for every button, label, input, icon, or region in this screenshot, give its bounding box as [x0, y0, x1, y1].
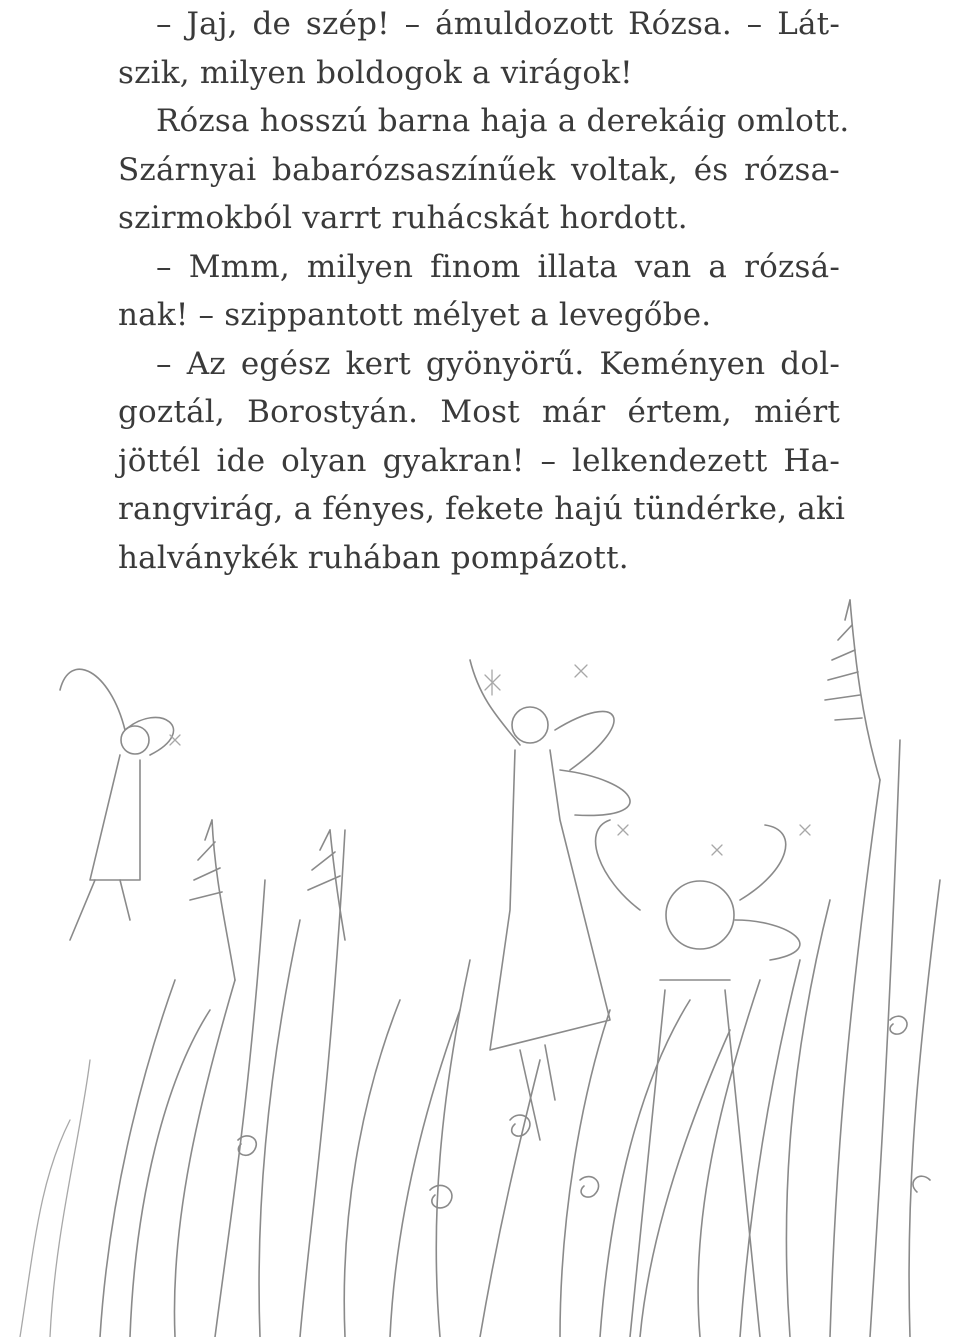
text-line: – Jaj, de szép! – ámuldozott Rózsa. – Lát- [156, 6, 840, 42]
grass-seed-heads [190, 600, 880, 980]
story-text [118, 0, 850, 582]
text-line: nak! – szippantott mélyet a levegőbe. [118, 297, 712, 333]
text-line: szik, milyen boldogok a virágok! [118, 54, 633, 91]
text-line: Szárnyai babarózsaszínűek voltak, és rózsa- [118, 151, 840, 188]
fairies-garden-illustration [0, 580, 960, 1337]
text-line: Rózsa hosszú barna haja a derekáig omlott. [156, 103, 850, 139]
text-line: szirmokból varrt ruhácskát hordott. [118, 200, 688, 236]
sparkle-stars [170, 665, 810, 855]
grass-blades [20, 740, 940, 1337]
fairy-right [596, 820, 800, 1337]
text-line: goztál, Borostyán. Most már értem, miért [118, 394, 840, 430]
swirl-decorations [238, 1016, 930, 1208]
text-line: rangvirág, a fényes, fekete hajú tündérke, aki [118, 491, 846, 527]
text-line: – Az egész kert gyönyörű. Keményen dol- [156, 345, 840, 382]
fairy-left [60, 669, 174, 940]
text-line: – Mmm, milyen finom illata van a rózsá- [156, 248, 840, 285]
fairy-middle [470, 660, 630, 1140]
text-line: halványkék ruhában pompázott. [118, 539, 629, 576]
fairies-garden-sketch-icon [0, 580, 960, 1337]
text-line: jöttél ide olyan gyakran! – lelkendezett Ha- [118, 442, 840, 479]
